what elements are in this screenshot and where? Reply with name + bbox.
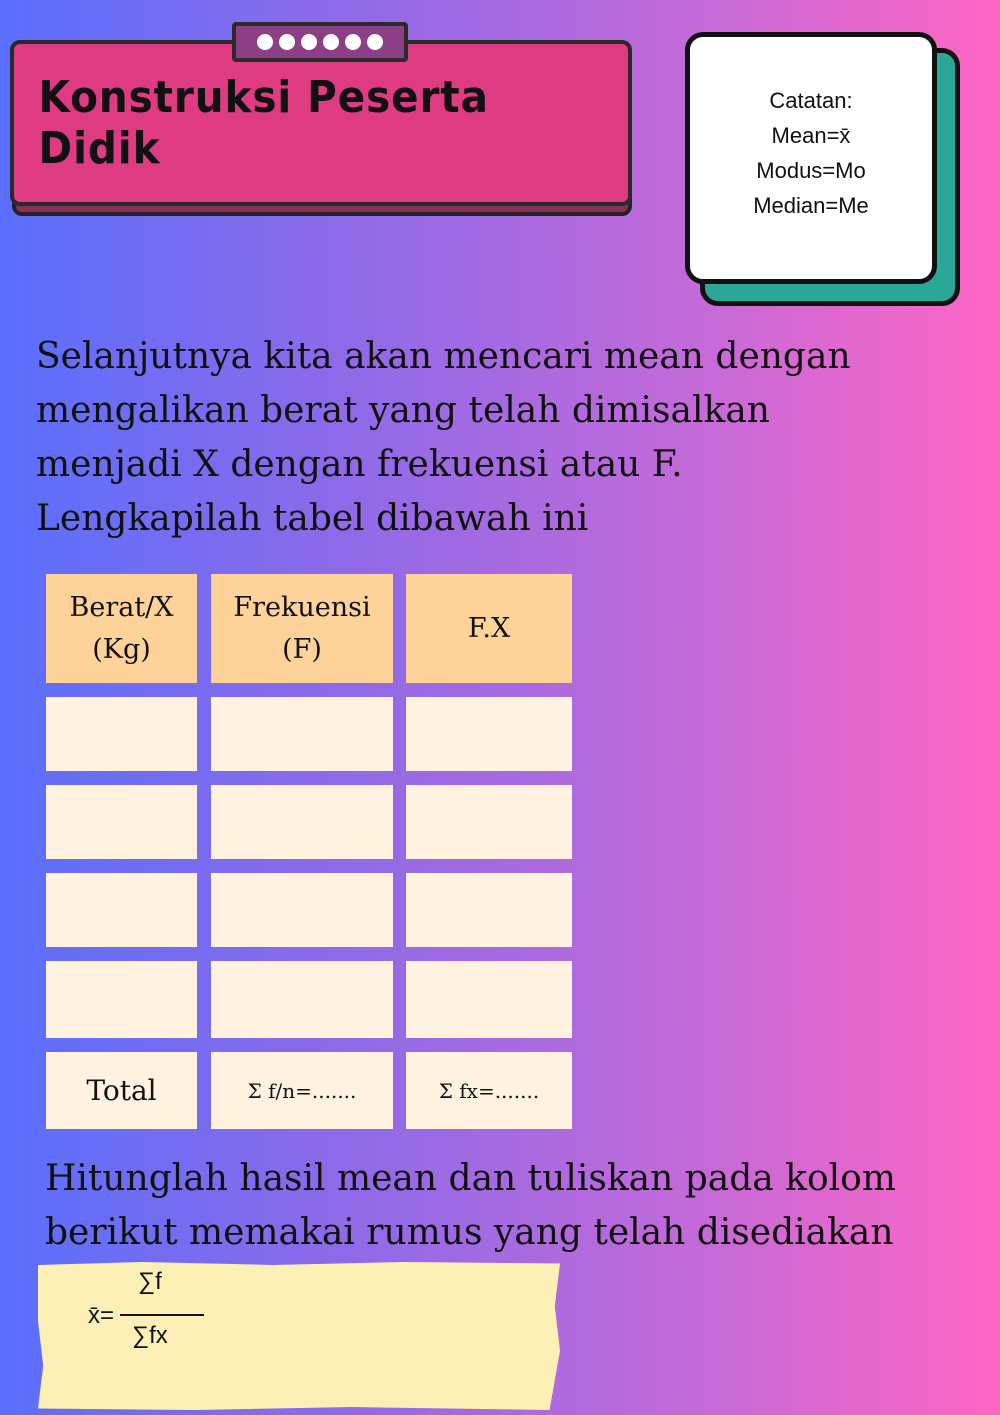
outro-paragraph	[45, 1152, 985, 1260]
formula-lhs: x̄=	[88, 1302, 115, 1329]
header-text: F.X	[467, 612, 511, 644]
notes-line: Catatan:	[769, 88, 853, 113]
table-header-frekuensi	[211, 574, 393, 683]
intro-line: menjadi X dengan frekuensi atau F.	[36, 444, 683, 485]
title-banner	[10, 40, 632, 206]
table-header-fx	[406, 574, 572, 683]
notes-line: Mean=x̄	[771, 123, 851, 148]
table-cell-input[interactable]	[46, 785, 197, 859]
formula-answer-box[interactable]	[38, 1262, 560, 1410]
table-cell-input[interactable]	[46, 961, 197, 1038]
table-cell-input[interactable]	[406, 697, 572, 771]
table-total-fx[interactable]: Σ fx=.......	[406, 1052, 572, 1129]
header-text: Berat/X	[69, 591, 174, 623]
table-cell-input[interactable]	[211, 961, 393, 1038]
notes-line: Modus=Mo	[756, 158, 866, 183]
table-cell-input[interactable]	[211, 785, 393, 859]
table-cell-input[interactable]	[211, 697, 393, 771]
formula-numerator: ∑f	[138, 1268, 162, 1295]
header-text: (Kg)	[92, 633, 151, 665]
table-total-frekuensi[interactable]: Σ f/n=.......	[211, 1052, 393, 1129]
header-text: Frekuensi	[233, 591, 371, 623]
page-title: Konstruksi Peserta Didik	[38, 72, 489, 174]
table-cell-input[interactable]	[46, 873, 197, 947]
outro-line: Hitunglah hasil mean dan tuliskan pada kolom	[45, 1158, 896, 1199]
dot-icon	[301, 34, 317, 50]
intro-line: Selanjutnya kita akan mencari mean dengan	[36, 336, 851, 377]
intro-paragraph	[36, 330, 956, 546]
table-cell-input[interactable]	[46, 697, 197, 771]
banner-tab	[232, 22, 408, 62]
dot-icon	[279, 34, 295, 50]
outro-line: berikut memakai rumus yang telah disediakan	[45, 1212, 894, 1253]
table-total-label: Total	[46, 1052, 197, 1129]
table-cell-input[interactable]	[406, 785, 572, 859]
dot-icon	[345, 34, 361, 50]
table-cell-input[interactable]	[406, 961, 572, 1038]
notes-card	[685, 32, 937, 284]
fraction-bar	[120, 1314, 204, 1316]
table-cell-input[interactable]	[211, 873, 393, 947]
table-cell-input[interactable]	[406, 873, 572, 947]
notes-line: Median=Me	[753, 193, 869, 218]
intro-line: Lengkapilah tabel dibawah ini	[36, 498, 589, 539]
formula-denominator: ∑fx	[132, 1322, 168, 1349]
dot-icon	[367, 34, 383, 50]
header-text: (F)	[282, 633, 322, 665]
dot-icon	[257, 34, 273, 50]
intro-line: mengalikan berat yang telah dimisalkan	[36, 390, 770, 431]
table-header-berat	[46, 574, 197, 683]
dot-icon	[323, 34, 339, 50]
